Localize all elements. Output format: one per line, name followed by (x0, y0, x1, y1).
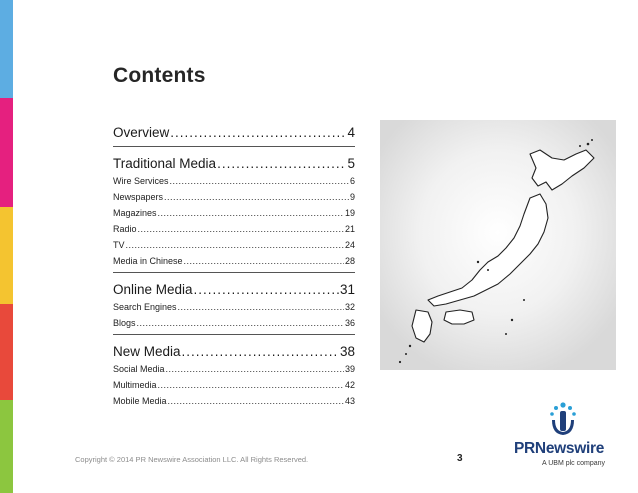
page-number: 3 (457, 453, 463, 464)
toc-page: 5 (347, 156, 355, 171)
toc-label: Online Media (113, 282, 193, 297)
toc-page: 21 (344, 224, 355, 234)
toc-leader (217, 155, 346, 173)
toc-leader (138, 221, 344, 237)
copyright-footer: Copyright © 2014 PR Newswire Association LLC. All Rights Reserved. (75, 455, 309, 464)
toc-entry-mobile-media[interactable] (113, 393, 355, 409)
toc-label: Newspapers (113, 192, 164, 202)
toc-entry-media-in-chinese[interactable] (113, 253, 355, 269)
toc-page: 36 (344, 318, 355, 328)
stripe-green (0, 400, 13, 493)
toc-label: Search Engines (113, 302, 177, 312)
toc-label: Blogs (113, 318, 136, 328)
toc-leader (166, 361, 344, 377)
toc-entry-overview[interactable] (113, 124, 355, 147)
toc-entry-radio[interactable] (113, 221, 355, 237)
toc-leader (126, 237, 344, 253)
toc-label: Mobile Media (113, 396, 167, 406)
stripe-red (0, 304, 13, 400)
color-stripes (0, 0, 13, 493)
toc-entry-social-media[interactable] (113, 361, 355, 377)
toc-leader (170, 124, 346, 142)
toc-entry-multimedia[interactable] (113, 377, 355, 393)
toc-page: 19 (344, 208, 355, 218)
toc-leader (158, 205, 344, 221)
toc-page: 6 (349, 176, 355, 186)
toc-leader (170, 173, 349, 189)
toc-leader (164, 189, 349, 205)
toc-leader (194, 281, 339, 299)
toc-page: 32 (344, 302, 355, 312)
toc-label: Radio (113, 224, 137, 234)
toc-section-traditional (113, 155, 355, 273)
toc-entry-traditional-media[interactable] (113, 155, 355, 173)
toc-section-online (113, 281, 355, 335)
toc-entry-magazines[interactable] (113, 205, 355, 221)
toc-label: Multimedia (113, 380, 157, 390)
toc-page: 42 (344, 380, 355, 390)
toc-entry-blogs[interactable] (113, 315, 355, 331)
toc-page: 28 (344, 256, 355, 266)
toc-leader (184, 253, 344, 269)
logo-tagline: A UBM plc company (542, 460, 606, 467)
toc-label: Magazines (113, 208, 157, 218)
toc-page: 43 (344, 396, 355, 406)
toc-label: Wire Services (113, 176, 169, 186)
japan-map-image (380, 120, 616, 370)
toc-label: Media in Chinese (113, 256, 183, 266)
toc-page: 31 (339, 282, 355, 297)
toc-leader (168, 393, 344, 409)
toc-leader (182, 343, 339, 361)
toc-label: TV (113, 240, 125, 250)
toc-page: 38 (339, 344, 355, 359)
toc-page: 39 (344, 364, 355, 374)
stripe-magenta (0, 98, 13, 207)
stripe-yellow (0, 207, 13, 304)
prnewswire-logo (508, 402, 626, 482)
prnewswire-emblem-icon (548, 402, 578, 438)
toc-entry-new-media[interactable] (113, 343, 355, 361)
table-of-contents (113, 124, 355, 420)
toc-page: 9 (349, 192, 355, 202)
toc-entry-wire-services[interactable] (113, 173, 355, 189)
toc-leader (158, 377, 344, 393)
toc-leader (137, 315, 344, 331)
toc-label: Overview (113, 125, 170, 140)
toc-entry-tv[interactable] (113, 237, 355, 253)
toc-label: Social Media (113, 364, 165, 374)
toc-page: 24 (344, 240, 355, 250)
toc-label: New Media (113, 344, 181, 359)
toc-entry-newspapers[interactable] (113, 189, 355, 205)
page-title: Contents (113, 64, 206, 87)
toc-page: 4 (347, 125, 355, 140)
stripe-blue (0, 0, 13, 98)
toc-entry-online-media[interactable] (113, 281, 355, 299)
toc-section-new-media (113, 343, 355, 412)
logo-brand-text: PRNewswire (514, 440, 605, 457)
toc-entry-search-engines[interactable] (113, 299, 355, 315)
toc-label: Traditional Media (113, 156, 217, 171)
toc-leader (178, 299, 344, 315)
